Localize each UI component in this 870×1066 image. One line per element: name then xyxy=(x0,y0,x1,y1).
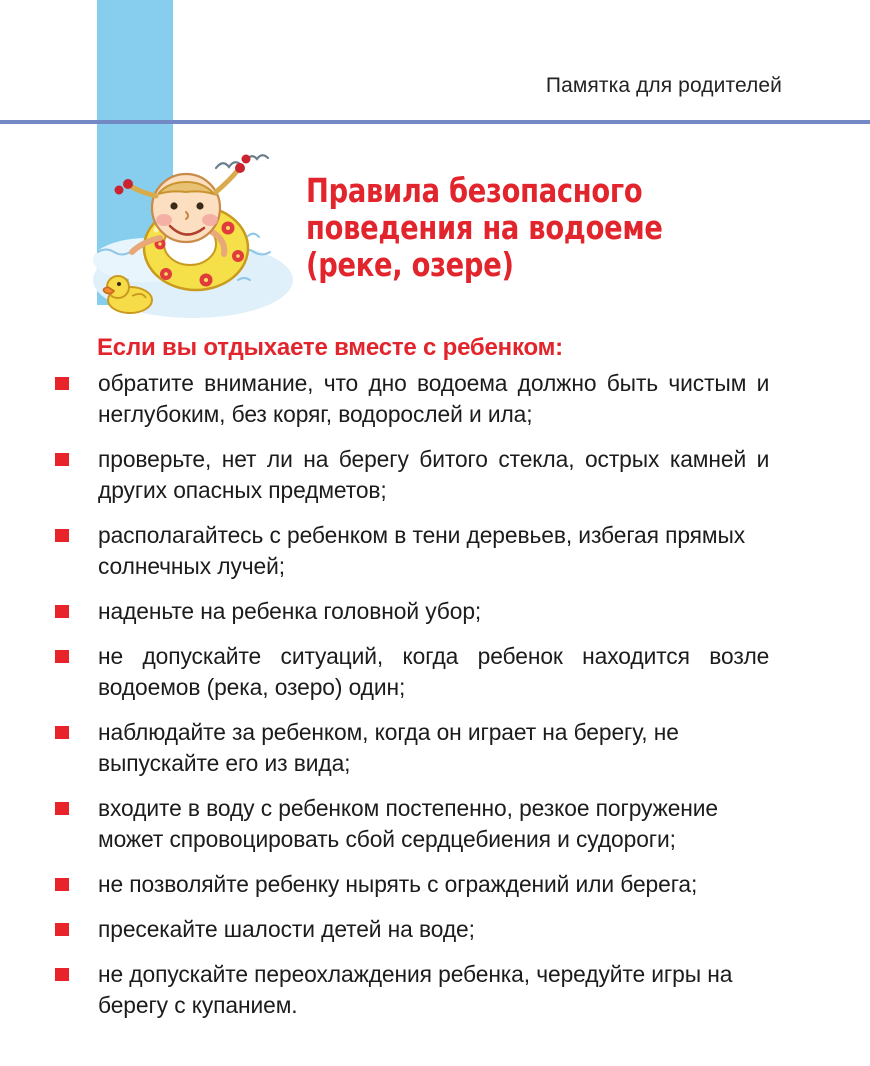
list-item-text: не позволяйте ребенку нырять с ограждений или берега; xyxy=(98,871,698,897)
list-item xyxy=(0,641,870,703)
list-item-text: располагайтесь с ребенком в тени деревьев, избегая прямых солнечных лучей; xyxy=(98,522,746,579)
red-square-bullet-icon xyxy=(55,923,69,936)
list-item xyxy=(0,914,870,945)
page-title xyxy=(306,172,826,283)
section-subtitle: Если вы отдыхаете вместе с ребенком: xyxy=(97,334,563,361)
list-item xyxy=(0,717,870,779)
page-title-line-1: Правила безопасного xyxy=(306,171,643,210)
red-square-bullet-icon xyxy=(55,878,69,891)
page-header xyxy=(0,74,870,108)
list-item-text: проверьте, нет ли на берегу битого стекла, острых камней и других опасных предметов; xyxy=(98,446,770,503)
list-item xyxy=(0,959,870,1021)
list-item xyxy=(0,368,870,430)
list-item xyxy=(0,869,870,900)
header-divider-rule xyxy=(0,120,870,124)
list-item-text: наблюдайте за ребенком, когда он играет на берегу, не выпускайте его из вида; xyxy=(98,719,679,776)
red-square-bullet-icon xyxy=(55,802,69,815)
list-item-text: не допускайте переохлаждения ребенка, чередуйте игры на берегу с купанием. xyxy=(98,961,733,1018)
red-square-bullet-icon xyxy=(55,377,69,390)
red-square-bullet-icon xyxy=(55,968,69,981)
list-item-text: обратите внимание, что дно водоема должно быть чистым и неглубоким, без коряг, водорослей и ила; xyxy=(98,370,770,427)
list-item xyxy=(0,444,870,506)
page-title-line-3: (реке, озере) xyxy=(306,245,514,284)
red-square-bullet-icon xyxy=(55,605,69,618)
list-item-text: входите в воду с ребенком постепенно, резкое погружение может спровоцировать сбой сердцебиения и судороги; xyxy=(98,795,719,852)
swimming-girl-illustration xyxy=(88,140,298,320)
list-item xyxy=(0,520,870,582)
red-square-bullet-icon xyxy=(55,650,69,663)
header-title: Памятка для родителей xyxy=(545,74,782,97)
red-square-bullet-icon xyxy=(55,726,69,739)
list-item-text: не допускайте ситуаций, когда ребенок находится возле водоемов (река, озеро) один; xyxy=(98,643,770,700)
rules-list xyxy=(0,368,870,1035)
page-title-line-2: поведения на водоеме xyxy=(306,208,663,247)
list-item-text: наденьте на ребенка головной убор; xyxy=(98,598,482,624)
list-item-text: пресекайте шалости детей на воде; xyxy=(98,916,475,942)
red-square-bullet-icon xyxy=(55,453,69,466)
list-item xyxy=(0,596,870,627)
list-item xyxy=(0,793,870,855)
red-square-bullet-icon xyxy=(55,529,69,542)
